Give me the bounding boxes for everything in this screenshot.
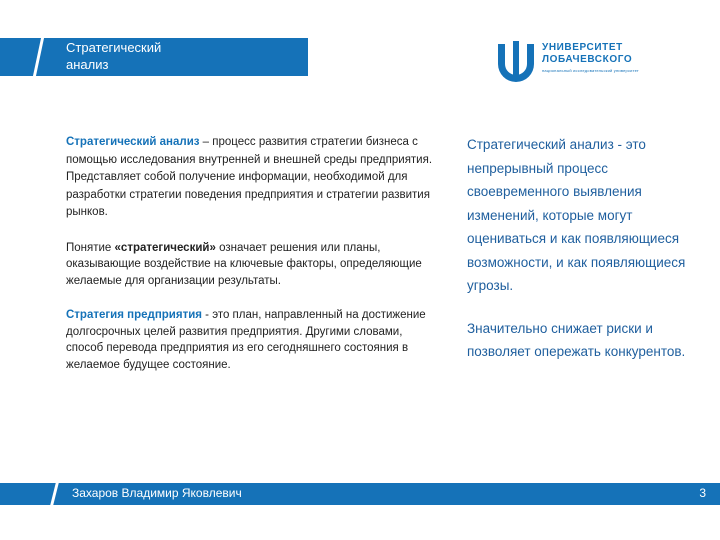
slide-title-line2: анализ <box>66 57 109 72</box>
logo-tagline: национальный исследовательский университет <box>542 68 639 73</box>
university-logo <box>494 40 644 82</box>
term-strategic: «стратегический» <box>114 241 216 254</box>
right-paragraph-1: Стратегический анализ - это непрерывный процесс своевременного выявления изменений, которые могут оцениваться и как появляющиеся возможности, и как появляющиеся угрозы. <box>467 137 686 293</box>
term-enterprise-strategy: Стратегия предприятия <box>66 309 202 321</box>
logo-line2: ЛОБАЧЕВСКОГО <box>542 54 633 65</box>
right-paragraph-2: Значительно снижает риски и позволяет опережать конкурентов. <box>467 320 686 359</box>
logo-line1: УНИВЕРСИТЕТ <box>542 42 623 53</box>
slide-title-line1: Стратегический <box>66 40 162 55</box>
logo-wordmark <box>542 42 632 66</box>
footer-author: Захаров Владимир Яковлевич <box>72 486 242 500</box>
page-number: 3 <box>699 486 706 500</box>
definition-paragraph <box>66 134 436 222</box>
term-strategic-analysis: Стратегический анализ <box>66 136 200 148</box>
concept-paragraph <box>66 240 436 290</box>
slide-title <box>66 39 266 73</box>
concept-prefix: Понятие <box>66 241 115 254</box>
definition-text: – процесс развития стратегии бизнеса с помощью исследования внутренней и внешней среды предприятия. Представляет собой получение информации, необходимой для разработки стратегии поведения предприятия и стратегии развития рынков. <box>66 136 433 218</box>
right-column <box>467 133 697 383</box>
concept-text: означает решения или планы, оказывающие воздействие на ключевые факторы, определяющие желаемые для организации результаты. <box>66 241 422 287</box>
strategy-paragraph <box>66 307 436 373</box>
left-column <box>66 134 436 391</box>
strategy-text: - это план, направленный на достижение долгосрочных целей развития предприятия. Другими словами, способ перевода предприятия из его сегодняшнего состояния в желаемое будущее состояние. <box>66 309 426 371</box>
logo-emblem-icon <box>494 40 538 82</box>
